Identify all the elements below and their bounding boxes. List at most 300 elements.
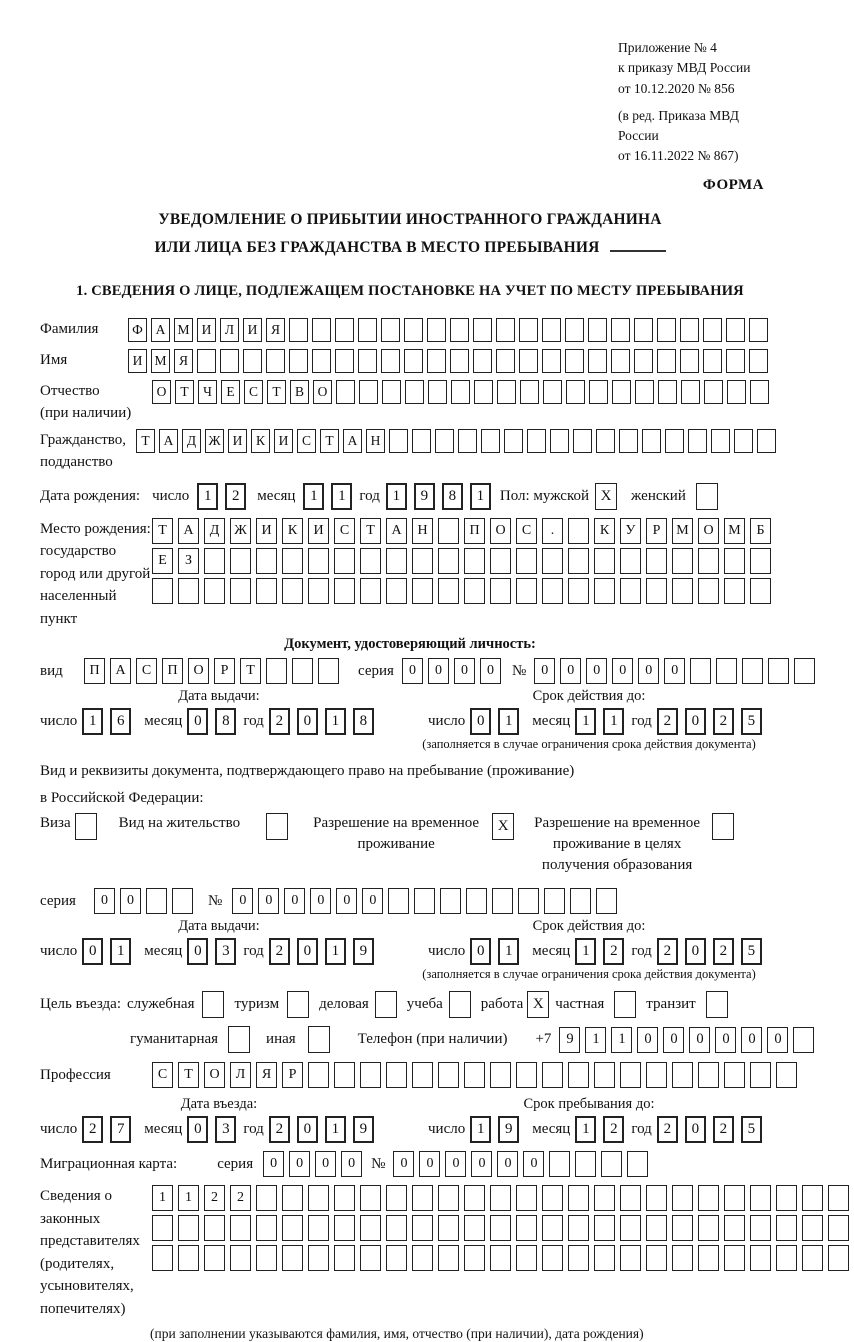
form-cell[interactable] bbox=[450, 318, 469, 342]
form-cell[interactable] bbox=[724, 578, 745, 604]
form-cell[interactable] bbox=[386, 1245, 407, 1271]
form-cell[interactable]: 0 bbox=[94, 888, 115, 914]
form-cell[interactable] bbox=[428, 380, 447, 404]
form-cell[interactable]: 1 bbox=[152, 1185, 173, 1211]
form-cell[interactable]: Е bbox=[221, 380, 240, 404]
form-cell[interactable] bbox=[389, 429, 408, 453]
form-cell[interactable]: 2 bbox=[713, 938, 734, 965]
form-cell[interactable] bbox=[749, 318, 768, 342]
form-cell[interactable] bbox=[152, 1215, 173, 1241]
form-cell[interactable] bbox=[464, 1185, 485, 1211]
purpose-tourism-checkbox[interactable] bbox=[287, 991, 309, 1018]
form-cell[interactable]: 0 bbox=[297, 938, 318, 965]
form-cell[interactable]: 2 bbox=[657, 1116, 678, 1143]
form-cell[interactable] bbox=[516, 1215, 537, 1241]
form-cell[interactable]: 0 bbox=[663, 1027, 684, 1053]
form-cell[interactable] bbox=[793, 1027, 814, 1053]
form-cell[interactable]: Т bbox=[240, 658, 261, 684]
form-cell[interactable]: 1 bbox=[498, 708, 519, 735]
form-cell[interactable] bbox=[178, 1215, 199, 1241]
form-cell[interactable]: П bbox=[162, 658, 183, 684]
form-cell[interactable]: 0 bbox=[480, 658, 501, 684]
form-cell[interactable]: 0 bbox=[232, 888, 253, 914]
form-cell[interactable] bbox=[427, 318, 446, 342]
form-cell[interactable] bbox=[726, 349, 745, 373]
form-cell[interactable] bbox=[646, 1185, 667, 1211]
stay-month[interactable] bbox=[575, 1116, 631, 1143]
residence-series-boxes[interactable] bbox=[94, 888, 198, 914]
form-cell[interactable]: . bbox=[542, 518, 563, 544]
form-cell[interactable]: Ж bbox=[205, 429, 224, 453]
form-cell[interactable] bbox=[334, 1062, 355, 1088]
form-cell[interactable] bbox=[698, 548, 719, 574]
form-cell[interactable] bbox=[776, 1215, 797, 1241]
form-cell[interactable]: 0 bbox=[741, 1027, 762, 1053]
form-cell[interactable]: С bbox=[334, 518, 355, 544]
form-cell[interactable] bbox=[308, 1062, 329, 1088]
form-cell[interactable] bbox=[256, 1185, 277, 1211]
form-cell[interactable] bbox=[266, 658, 287, 684]
doc-series-boxes[interactable] bbox=[402, 658, 506, 684]
form-cell[interactable]: С bbox=[244, 380, 263, 404]
form-cell[interactable] bbox=[334, 578, 355, 604]
form-cell[interactable] bbox=[451, 380, 470, 404]
form-cell[interactable]: И bbox=[256, 518, 277, 544]
form-cell[interactable]: И bbox=[243, 318, 262, 342]
residence-valid-month[interactable] bbox=[575, 938, 631, 965]
form-cell[interactable] bbox=[588, 349, 607, 373]
form-cell[interactable] bbox=[438, 1215, 459, 1241]
visa-checkbox[interactable] bbox=[75, 813, 97, 840]
form-cell[interactable]: 1 bbox=[197, 483, 218, 510]
form-cell[interactable] bbox=[724, 1185, 745, 1211]
form-cell[interactable] bbox=[542, 349, 561, 373]
entry-year[interactable] bbox=[269, 1116, 381, 1143]
form-cell[interactable]: 1 bbox=[470, 483, 491, 510]
citizenship-boxes[interactable] bbox=[136, 429, 780, 453]
form-cell[interactable]: 1 bbox=[110, 938, 131, 965]
form-cell[interactable]: Н bbox=[366, 429, 385, 453]
form-cell[interactable] bbox=[282, 1245, 303, 1271]
doc-number-boxes[interactable] bbox=[534, 658, 820, 684]
form-cell[interactable] bbox=[727, 380, 746, 404]
form-cell[interactable]: С bbox=[297, 429, 316, 453]
form-cell[interactable]: Н bbox=[412, 518, 433, 544]
form-cell[interactable]: 0 bbox=[560, 658, 581, 684]
form-cell[interactable]: 0 bbox=[685, 708, 706, 735]
form-cell[interactable] bbox=[542, 318, 561, 342]
form-cell[interactable]: 0 bbox=[120, 888, 141, 914]
form-cell[interactable]: 0 bbox=[586, 658, 607, 684]
form-cell[interactable] bbox=[568, 578, 589, 604]
form-cell[interactable]: М bbox=[672, 518, 693, 544]
form-cell[interactable]: 2 bbox=[230, 1185, 251, 1211]
form-cell[interactable] bbox=[794, 658, 815, 684]
form-cell[interactable]: 6 bbox=[110, 708, 131, 735]
form-cell[interactable]: И bbox=[228, 429, 247, 453]
form-cell[interactable] bbox=[359, 380, 378, 404]
form-cell[interactable] bbox=[589, 380, 608, 404]
form-cell[interactable] bbox=[335, 349, 354, 373]
form-cell[interactable] bbox=[412, 578, 433, 604]
form-cell[interactable]: 0 bbox=[402, 658, 423, 684]
form-cell[interactable]: И bbox=[274, 429, 293, 453]
form-cell[interactable] bbox=[657, 349, 676, 373]
form-cell[interactable]: С bbox=[516, 518, 537, 544]
form-cell[interactable] bbox=[620, 548, 641, 574]
form-cell[interactable] bbox=[230, 1245, 251, 1271]
form-cell[interactable]: А bbox=[110, 658, 131, 684]
form-cell[interactable] bbox=[412, 1215, 433, 1241]
form-cell[interactable] bbox=[672, 1062, 693, 1088]
form-cell[interactable]: А bbox=[386, 518, 407, 544]
doc-kind-boxes[interactable] bbox=[84, 658, 344, 684]
purpose-study-checkbox[interactable] bbox=[449, 991, 471, 1018]
form-cell[interactable] bbox=[481, 429, 500, 453]
form-cell[interactable] bbox=[412, 1245, 433, 1271]
form-cell[interactable] bbox=[596, 888, 617, 914]
residence-issue-day[interactable] bbox=[82, 938, 138, 965]
form-cell[interactable]: И bbox=[308, 518, 329, 544]
form-cell[interactable] bbox=[464, 1245, 485, 1271]
form-cell[interactable] bbox=[152, 578, 173, 604]
form-cell[interactable] bbox=[672, 1245, 693, 1271]
form-cell[interactable] bbox=[527, 429, 546, 453]
form-cell[interactable]: 0 bbox=[297, 1116, 318, 1143]
form-cell[interactable]: Т bbox=[267, 380, 286, 404]
form-cell[interactable]: 0 bbox=[393, 1151, 414, 1177]
form-cell[interactable] bbox=[594, 1185, 615, 1211]
form-cell[interactable] bbox=[716, 658, 737, 684]
form-cell[interactable] bbox=[308, 1215, 329, 1241]
form-cell[interactable]: 0 bbox=[82, 938, 103, 965]
form-cell[interactable]: С bbox=[152, 1062, 173, 1088]
form-cell[interactable] bbox=[566, 380, 585, 404]
form-cell[interactable] bbox=[464, 1215, 485, 1241]
form-cell[interactable] bbox=[634, 349, 653, 373]
form-cell[interactable]: 1 bbox=[611, 1027, 632, 1053]
form-cell[interactable] bbox=[360, 548, 381, 574]
form-cell[interactable] bbox=[750, 1245, 771, 1271]
residence-number-boxes[interactable] bbox=[232, 888, 622, 914]
temp-residence-checkbox[interactable]: X bbox=[492, 813, 514, 840]
form-cell[interactable]: Т bbox=[360, 518, 381, 544]
form-cell[interactable] bbox=[802, 1215, 823, 1241]
form-cell[interactable] bbox=[412, 429, 431, 453]
migration-series-boxes[interactable] bbox=[263, 1151, 367, 1177]
form-cell[interactable] bbox=[601, 1151, 622, 1177]
form-cell[interactable]: А bbox=[151, 318, 170, 342]
form-cell[interactable]: Я bbox=[266, 318, 285, 342]
form-cell[interactable]: 7 bbox=[110, 1116, 131, 1143]
form-cell[interactable]: 0 bbox=[289, 1151, 310, 1177]
form-cell[interactable]: 2 bbox=[269, 708, 290, 735]
form-cell[interactable]: О bbox=[204, 1062, 225, 1088]
form-cell[interactable] bbox=[473, 318, 492, 342]
form-cell[interactable] bbox=[256, 578, 277, 604]
form-cell[interactable] bbox=[828, 1185, 849, 1211]
form-cell[interactable]: К bbox=[251, 429, 270, 453]
form-cell[interactable]: 2 bbox=[657, 938, 678, 965]
form-cell[interactable]: 8 bbox=[215, 708, 236, 735]
form-cell[interactable] bbox=[698, 1245, 719, 1271]
form-cell[interactable] bbox=[266, 349, 285, 373]
form-cell[interactable] bbox=[776, 1185, 797, 1211]
form-cell[interactable] bbox=[178, 1245, 199, 1271]
form-cell[interactable] bbox=[230, 578, 251, 604]
form-cell[interactable]: П bbox=[464, 518, 485, 544]
form-cell[interactable] bbox=[657, 318, 676, 342]
form-cell[interactable]: 0 bbox=[497, 1151, 518, 1177]
form-cell[interactable] bbox=[568, 518, 589, 544]
form-cell[interactable]: 2 bbox=[204, 1185, 225, 1211]
form-cell[interactable] bbox=[750, 578, 771, 604]
form-cell[interactable]: О bbox=[313, 380, 332, 404]
form-cell[interactable] bbox=[519, 318, 538, 342]
form-cell[interactable] bbox=[490, 578, 511, 604]
form-cell[interactable] bbox=[646, 1062, 667, 1088]
identity-valid-month[interactable] bbox=[575, 708, 631, 735]
purpose-private-checkbox[interactable] bbox=[614, 991, 636, 1018]
form-cell[interactable]: 9 bbox=[414, 483, 435, 510]
form-cell[interactable]: О bbox=[698, 518, 719, 544]
form-cell[interactable] bbox=[711, 429, 730, 453]
form-cell[interactable]: 0 bbox=[445, 1151, 466, 1177]
form-cell[interactable] bbox=[382, 380, 401, 404]
form-cell[interactable]: Ч bbox=[198, 380, 217, 404]
form-cell[interactable] bbox=[312, 318, 331, 342]
identity-issue-month[interactable] bbox=[187, 708, 243, 735]
form-cell[interactable]: 2 bbox=[225, 483, 246, 510]
form-cell[interactable]: 0 bbox=[258, 888, 279, 914]
temp-residence-education-checkbox[interactable] bbox=[712, 813, 734, 840]
form-cell[interactable] bbox=[358, 318, 377, 342]
form-cell[interactable] bbox=[620, 1215, 641, 1241]
form-cell[interactable] bbox=[497, 380, 516, 404]
form-cell[interactable] bbox=[542, 578, 563, 604]
form-cell[interactable] bbox=[516, 1245, 537, 1271]
form-cell[interactable]: 0 bbox=[284, 888, 305, 914]
form-cell[interactable] bbox=[282, 578, 303, 604]
form-cell[interactable]: 0 bbox=[685, 1116, 706, 1143]
form-cell[interactable]: 1 bbox=[303, 483, 324, 510]
form-cell[interactable] bbox=[289, 318, 308, 342]
form-cell[interactable]: С bbox=[136, 658, 157, 684]
form-cell[interactable] bbox=[230, 548, 251, 574]
form-cell[interactable] bbox=[204, 578, 225, 604]
form-cell[interactable] bbox=[438, 548, 459, 574]
form-cell[interactable] bbox=[642, 429, 661, 453]
form-cell[interactable] bbox=[594, 1062, 615, 1088]
form-cell[interactable]: К bbox=[282, 518, 303, 544]
form-cell[interactable] bbox=[742, 658, 763, 684]
form-cell[interactable] bbox=[435, 429, 454, 453]
form-cell[interactable]: М bbox=[151, 349, 170, 373]
form-cell[interactable] bbox=[646, 578, 667, 604]
form-cell[interactable] bbox=[438, 518, 459, 544]
form-cell[interactable]: 0 bbox=[315, 1151, 336, 1177]
form-cell[interactable]: 8 bbox=[442, 483, 463, 510]
form-cell[interactable] bbox=[178, 578, 199, 604]
form-cell[interactable] bbox=[405, 380, 424, 404]
form-cell[interactable] bbox=[516, 1185, 537, 1211]
form-cell[interactable]: Т bbox=[152, 518, 173, 544]
form-cell[interactable] bbox=[749, 349, 768, 373]
form-cell[interactable] bbox=[289, 349, 308, 373]
form-cell[interactable] bbox=[474, 380, 493, 404]
form-cell[interactable] bbox=[414, 888, 435, 914]
form-cell[interactable]: 2 bbox=[603, 1116, 624, 1143]
form-cell[interactable] bbox=[308, 1245, 329, 1271]
birthplace-row2-boxes[interactable] bbox=[152, 548, 776, 574]
form-cell[interactable] bbox=[665, 429, 684, 453]
form-cell[interactable]: Л bbox=[230, 1062, 251, 1088]
birthdate-day-boxes[interactable] bbox=[197, 483, 253, 510]
form-cell[interactable]: Т bbox=[175, 380, 194, 404]
form-cell[interactable] bbox=[412, 548, 433, 574]
form-cell[interactable] bbox=[565, 318, 584, 342]
form-cell[interactable] bbox=[458, 429, 477, 453]
form-cell[interactable]: И bbox=[197, 318, 216, 342]
form-cell[interactable] bbox=[490, 1185, 511, 1211]
form-cell[interactable] bbox=[550, 429, 569, 453]
birthplace-row3-boxes[interactable] bbox=[152, 578, 776, 604]
form-cell[interactable] bbox=[256, 1215, 277, 1241]
form-cell[interactable]: Д bbox=[182, 429, 201, 453]
form-cell[interactable]: 2 bbox=[269, 1116, 290, 1143]
identity-valid-year[interactable] bbox=[657, 708, 769, 735]
form-cell[interactable]: 0 bbox=[187, 938, 208, 965]
form-cell[interactable] bbox=[680, 349, 699, 373]
form-cell[interactable] bbox=[620, 1245, 641, 1271]
form-cell[interactable]: 1 bbox=[325, 708, 346, 735]
purpose-work-checkbox[interactable]: X bbox=[527, 991, 549, 1018]
firstname-boxes[interactable] bbox=[128, 349, 772, 373]
form-cell[interactable] bbox=[757, 429, 776, 453]
form-cell[interactable] bbox=[230, 1215, 251, 1241]
form-cell[interactable] bbox=[438, 1062, 459, 1088]
form-cell[interactable] bbox=[726, 318, 745, 342]
form-cell[interactable] bbox=[776, 1245, 797, 1271]
form-cell[interactable]: 0 bbox=[362, 888, 383, 914]
form-cell[interactable] bbox=[386, 578, 407, 604]
form-cell[interactable] bbox=[490, 1062, 511, 1088]
form-cell[interactable] bbox=[450, 349, 469, 373]
form-cell[interactable] bbox=[620, 1062, 641, 1088]
form-cell[interactable] bbox=[568, 1062, 589, 1088]
form-cell[interactable]: 5 bbox=[741, 708, 762, 735]
form-cell[interactable] bbox=[612, 380, 631, 404]
form-cell[interactable]: 0 bbox=[637, 1027, 658, 1053]
form-cell[interactable]: 0 bbox=[310, 888, 331, 914]
migration-number-boxes[interactable] bbox=[393, 1151, 653, 1177]
form-cell[interactable] bbox=[519, 349, 538, 373]
form-cell[interactable] bbox=[802, 1185, 823, 1211]
purpose-official-checkbox[interactable] bbox=[202, 991, 224, 1018]
form-cell[interactable] bbox=[308, 578, 329, 604]
form-cell[interactable] bbox=[335, 318, 354, 342]
form-cell[interactable] bbox=[256, 548, 277, 574]
form-cell[interactable] bbox=[611, 349, 630, 373]
form-cell[interactable] bbox=[386, 1185, 407, 1211]
form-cell[interactable]: 1 bbox=[470, 1116, 491, 1143]
form-cell[interactable] bbox=[473, 349, 492, 373]
phone-boxes[interactable] bbox=[559, 1027, 819, 1053]
form-cell[interactable] bbox=[724, 1245, 745, 1271]
form-cell[interactable] bbox=[658, 380, 677, 404]
form-cell[interactable]: 2 bbox=[603, 938, 624, 965]
representatives-row1-boxes[interactable] bbox=[152, 1185, 854, 1211]
residence-valid-year[interactable] bbox=[657, 938, 769, 965]
form-cell[interactable]: 0 bbox=[454, 658, 475, 684]
form-cell[interactable]: Т bbox=[178, 1062, 199, 1088]
form-cell[interactable] bbox=[703, 349, 722, 373]
form-cell[interactable]: О bbox=[152, 380, 171, 404]
form-cell[interactable]: 1 bbox=[575, 708, 596, 735]
form-cell[interactable] bbox=[672, 578, 693, 604]
form-cell[interactable] bbox=[698, 1185, 719, 1211]
form-cell[interactable]: Д bbox=[204, 518, 225, 544]
form-cell[interactable]: 0 bbox=[341, 1151, 362, 1177]
form-cell[interactable] bbox=[204, 548, 225, 574]
form-cell[interactable] bbox=[308, 1185, 329, 1211]
form-cell[interactable] bbox=[634, 318, 653, 342]
form-cell[interactable] bbox=[197, 349, 216, 373]
form-cell[interactable]: 1 bbox=[575, 938, 596, 965]
form-cell[interactable] bbox=[646, 1215, 667, 1241]
form-cell[interactable] bbox=[438, 1245, 459, 1271]
form-cell[interactable]: 0 bbox=[263, 1151, 284, 1177]
form-cell[interactable] bbox=[568, 1215, 589, 1241]
form-cell[interactable]: 1 bbox=[178, 1185, 199, 1211]
identity-issue-day[interactable] bbox=[82, 708, 138, 735]
form-cell[interactable] bbox=[360, 578, 381, 604]
form-cell[interactable] bbox=[750, 1215, 771, 1241]
form-cell[interactable] bbox=[681, 380, 700, 404]
form-cell[interactable] bbox=[575, 1151, 596, 1177]
form-cell[interactable] bbox=[768, 658, 789, 684]
form-cell[interactable] bbox=[386, 1215, 407, 1241]
form-cell[interactable] bbox=[334, 1245, 355, 1271]
residence-issue-month[interactable] bbox=[187, 938, 243, 965]
form-cell[interactable] bbox=[698, 578, 719, 604]
form-cell[interactable] bbox=[734, 429, 753, 453]
form-cell[interactable] bbox=[438, 1185, 459, 1211]
form-cell[interactable] bbox=[750, 1062, 771, 1088]
form-cell[interactable] bbox=[573, 429, 592, 453]
form-cell[interactable]: 9 bbox=[353, 938, 374, 965]
form-cell[interactable]: М bbox=[724, 518, 745, 544]
form-cell[interactable] bbox=[146, 888, 167, 914]
form-cell[interactable] bbox=[544, 888, 565, 914]
form-cell[interactable]: 0 bbox=[419, 1151, 440, 1177]
form-cell[interactable] bbox=[672, 548, 693, 574]
form-cell[interactable]: Я bbox=[174, 349, 193, 373]
form-cell[interactable] bbox=[516, 578, 537, 604]
form-cell[interactable] bbox=[802, 1245, 823, 1271]
form-cell[interactable]: 2 bbox=[657, 708, 678, 735]
birthdate-month-boxes[interactable] bbox=[303, 483, 359, 510]
form-cell[interactable] bbox=[620, 1185, 641, 1211]
form-cell[interactable] bbox=[516, 1062, 537, 1088]
form-cell[interactable] bbox=[308, 548, 329, 574]
form-cell[interactable] bbox=[672, 1185, 693, 1211]
entry-month[interactable] bbox=[187, 1116, 243, 1143]
form-cell[interactable]: 0 bbox=[612, 658, 633, 684]
form-cell[interactable] bbox=[496, 318, 515, 342]
form-cell[interactable] bbox=[594, 578, 615, 604]
sex-male-checkbox[interactable]: X bbox=[595, 483, 617, 510]
